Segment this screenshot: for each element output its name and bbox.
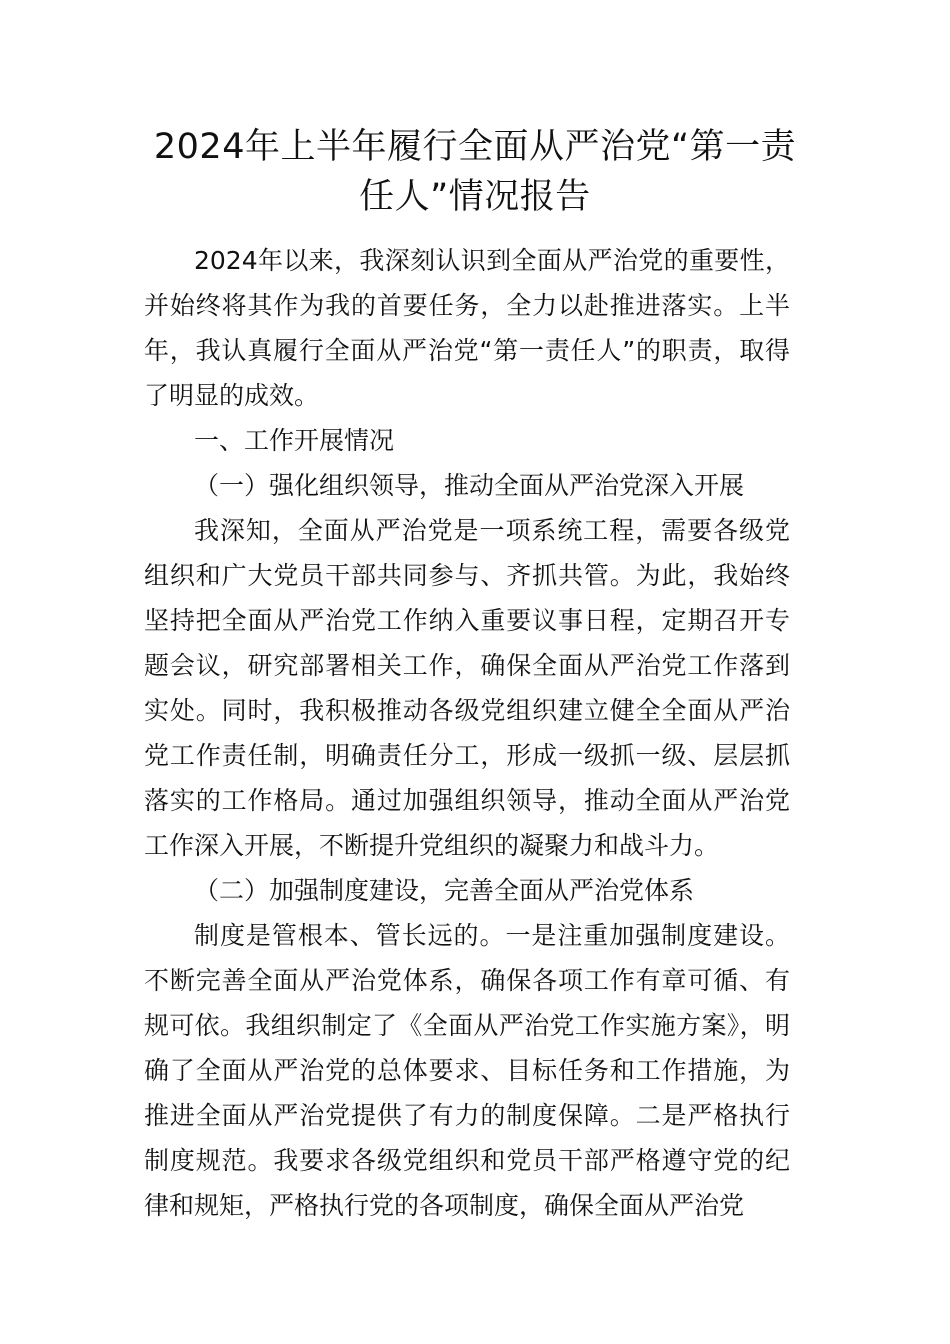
body-paragraph: 我深知，全面从严治党是一项系统工程，需要各级党组织和广大党员干部共同参与、齐抓共管。为此，我始终坚持把全面从严治党工作纳入重要议事日程，定期召开专题会议，研究部署相关工作，确保全面从严治党工作落到实处。同时，我积极推动各级党组织建立健全全面从严治党工作责任制，明确责任分工，形成一级抓一级、层层抓落实的工作格局。通过加强组织领导，推动全面从严治党工作深入开展，不断提升党组织的凝聚力和战斗力。 — [144, 516, 790, 860]
document-body — [144, 238, 790, 1228]
document-title: 2024年上半年履行全面从严治党“第一责任人”情况报告 — [153, 127, 797, 217]
section-heading: 一、工作开展情况 — [194, 426, 395, 455]
intro-paragraph: 2024年以来，我深刻认识到全面从严治党的重要性，并始终将其作为我的首要任务，全力以赴推进落实。上半年，我认真履行全面从严治党“第一责任人”的职责，取得了明显的成效。 — [144, 246, 790, 410]
subsection-heading: （二）加强制度建设，完善全面从严治党体系 — [194, 876, 695, 905]
subsection-heading: （一）强化组织领导，推动全面从严治党深入开展 — [194, 471, 745, 500]
body-paragraph: 制度是管根本、管长远的。一是注重加强制度建设。不断完善全面从严治党体系，确保各项工作有章可循、有规可依。我组织制定了《全面从严治党工作实施方案》，明确了全面从严治党的总体要求、目标任务和工作措施，为推进全面从严治党提供了有力的制度保障。二是严格执行制度规范。我要求各级党组织和党员干部严格遵守党的纪律和规矩，严格执行党的各项制度，确保全面从严治党 — [144, 921, 790, 1220]
